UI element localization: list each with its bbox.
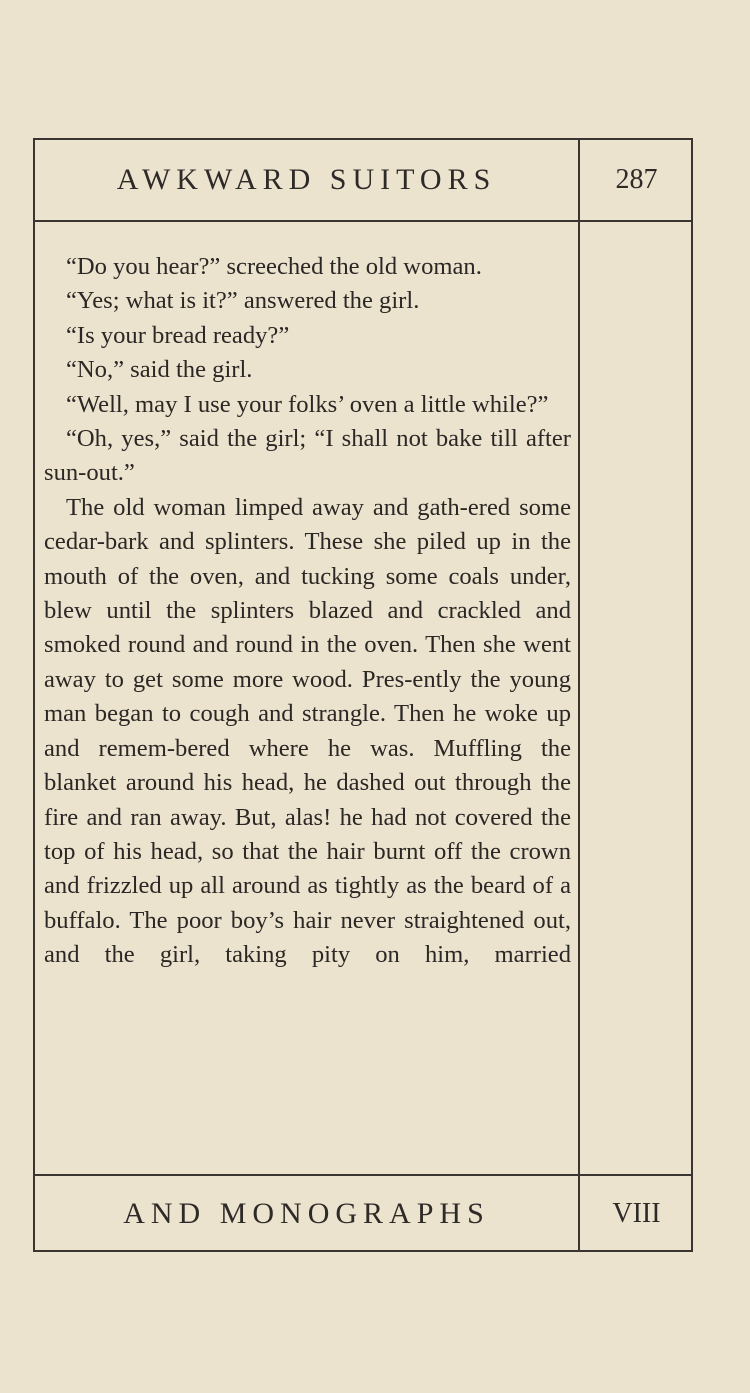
paragraph-3: “Is your bread ready?” <box>66 321 290 349</box>
paragraph-1: “Do you hear?” screeched the old woman. <box>66 253 482 280</box>
series-title: AND MONOGRAPHS <box>123 1197 490 1230</box>
page-number: 287 <box>615 164 658 195</box>
page-frame <box>33 138 693 1252</box>
volume-number: VIII <box>612 1198 661 1229</box>
column-divider <box>578 140 580 1250</box>
running-title: AWKWARD SUITORS <box>116 163 497 196</box>
paragraph-5: “Well, may I use your folks’ oven a little while?” <box>66 390 549 418</box>
body-text <box>44 250 571 973</box>
paragraph-7: The old woman limped away and gath-ered some cedar-bark and splinters. These she piled up in the mouth of the oven, and tucking some coals under, blew until the splinters blazed and crackled and smoked round and round in the oven. Then she went away to get some more wood. Pres-ently the young man began to cough and strangle. Then he woke up and remem-bered where he was. Muffling the blanket around his head, he dashed out through the fire and ran away. But, alas! he had not covered the top of his head, so that the hair burnt off the crown and frizzled up all around as tightly as the beard of a buffalo. The poor boy’s hair never straightened out, and the girl, taking pity on him, married <box>44 493 571 969</box>
paragraph-2: “Yes; what is it?” answered the girl. <box>66 287 420 315</box>
paragraph-4: “No,” said the girl. <box>66 356 253 384</box>
header-rule <box>35 220 691 222</box>
paragraph-6: “Oh, yes,” said the girl; “I shall not bake till after sun-out.” <box>44 425 571 487</box>
